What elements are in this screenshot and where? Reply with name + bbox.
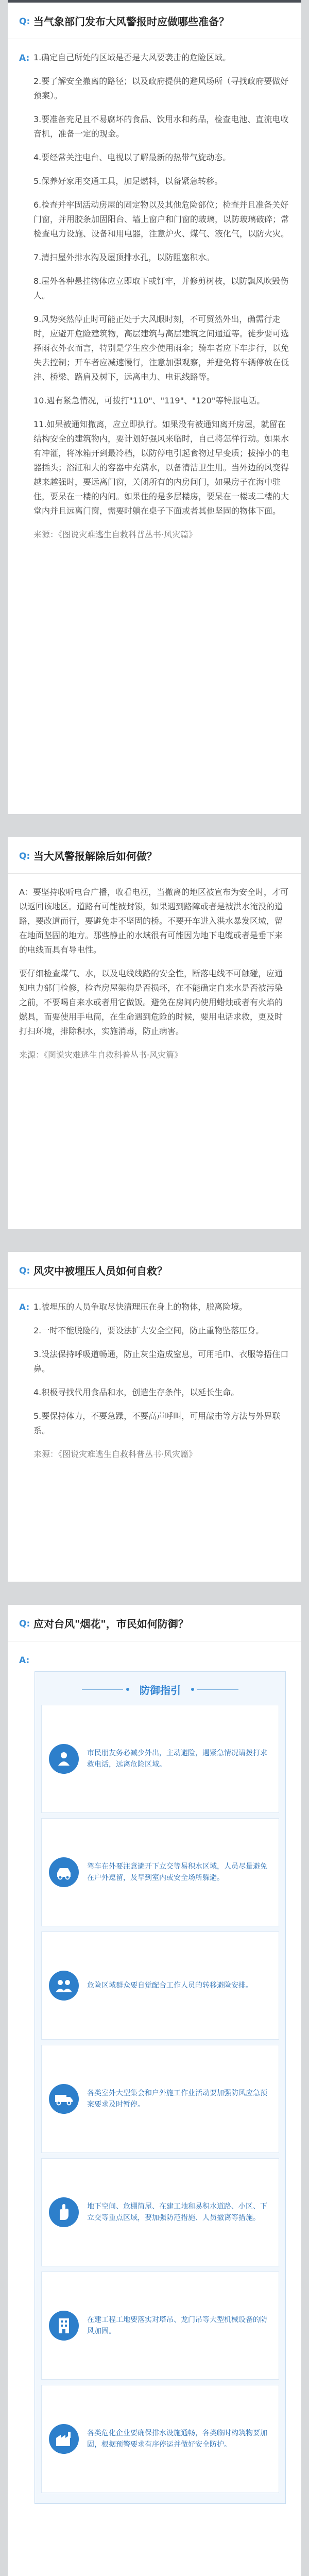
answer-body [8,1289,301,1476]
answer-item: 10.遇有紧急情况，可拨打"110"、"119"、"120"等特服电话。 [33,396,265,405]
question-header [8,1605,301,1641]
person-shield-icon [49,1744,79,1774]
guide-item-text: 驾车在外要注意避开下立交等易积水区域，人员尽量避免在户外逗留，及早到室内或安全场所躲避。 [87,1862,267,1882]
answer-item: 要仔细检查煤气、水，以及电线线路的安全性，断落电线不可触碰，应通知电力部门检修，检查房屋架构是否损坏，在不能确定自来水是否被污染之前，不要喝自来水或者用它做饭。避免在房间内使用蜡烛或者有火焰的燃具，而要使用手电筒，在生命遇到危险的时候，要用电话求救，更及时打扫环境，排除积水，实施消毒，防止病害。 [19,969,283,1036]
a-label: A: [19,1302,30,1313]
guide-item-text: 各类室外大型集会和户外施工作业活动要加强防风应急预案要求及时暂停。 [87,2089,267,2109]
question-title: 风灾中被埋压人员如何自救？ [33,1265,167,1277]
guide-line-left [82,1689,123,1690]
guide-header [41,1678,279,1701]
guide-item [41,1705,279,1813]
defense-guide [35,1671,286,2504]
people-icon [49,1971,79,2001]
qa-card-self-rescue [8,1252,301,1582]
guide-item [41,2158,279,2266]
guide-item-text: 市民朋友务必减少外出，主动避险，遇紧急情况请拨打求救电话，远离危险区域。 [87,1749,267,1769]
answer-item: 1.被埋压的人员争取尽快清理压在身上的物体，脱离险境。 [33,1302,248,1312]
qa-card-warning [8,0,301,814]
building-icon [49,2311,79,2341]
answer-body [8,39,301,556]
guide-line-right [197,1689,238,1690]
question-header [8,1252,301,1289]
guide-item [41,2385,279,2493]
answer-item: 3.要准备充足且不易腐坏的食品、饮用水和药品，检查电池、直流电收音机，准备一定的现金。 [33,114,289,139]
qa-card-after-warning [8,837,301,1229]
q-label: Q: [19,851,30,861]
source-note: 来源：《图说灾难逃生自救科普丛书·风灾篇》 [33,1449,197,1459]
a-label: A: [19,53,30,63]
answer-item: 1.确定自己所处的区域是否是大风要袭击的危险区域。 [33,53,231,62]
guide-item [41,1931,279,2040]
q-label: Q: [19,16,30,27]
q-label: Q: [19,1619,30,1629]
question-title: 当大风警报解除后如何做？ [33,850,157,862]
guide-title: 防御指引 [140,1684,181,1697]
answer-item: 5.要保持体力，不要急躁，不要高声呼叫，可用敲击等方法与外界联系。 [33,1411,281,1435]
source-note: 来源：《图说灾难逃生自救科普丛书·风灾篇》 [19,1050,183,1060]
guide-item-text: 在建工程工地要落实对塔吊、龙门吊等大型机械设备的防风加固。 [87,2316,267,2335]
question-header [8,837,301,874]
answer-body [8,874,301,1077]
question-title: 应对台风"烟花"，市民如何防御？ [33,1618,188,1630]
guide-item [41,2272,279,2380]
answer-item: 2.要了解安全撤离的路径；以及政府提供的避风场所（寻找政府要做好预案）。 [33,76,289,100]
answer-item: 7.清扫屋外排水沟及屋顶排水孔，以防阻塞积水。 [33,252,215,262]
hand-icon [49,2197,79,2227]
answer-item: 3.设法保持呼吸道畅通，防止灰尘造成窒息，可用毛巾、衣服等捂住口鼻。 [33,1349,289,1374]
question-title: 当气象部门发布大风警报时应做哪些准备？ [33,15,229,28]
truck-icon [49,2084,79,2114]
answer-item: 4.要经常关注电台、电视以了解最新的热带气旋动态。 [33,152,231,162]
answer-item: 9.风势突然停止时可能正处于大风眼时刻，不可贸然外出，确需行走时，应避开危险建筑物，高层建筑与高层建筑之间通道等。徒步要可选择雨衣外衣而言，特别是学生应少使用雨伞；骑车者应下车步行，以免失去控制；开车者应减速慢行，注意加强观察，并避免将车辆停放在低洼、桥梁、路肩及树下，远离电力、电讯线路等。 [33,314,289,382]
guide-item-text: 各类危化企业要确保排水设施通畅，各类临时构筑物要加固，根据预警要求有序停运并做好安全防护。 [87,2429,267,2449]
answer-content [33,50,289,551]
guide-item [41,1818,279,1926]
answer-item: 2.一时不能脱险的，要设法扩大安全空间，防止重物坠落压身。 [33,1326,264,1335]
answer-item: 4.积极寻找代用食品和水，创造生存条件，以延长生命。 [33,1387,239,1397]
guide-dot-left [126,1688,129,1691]
guide-item [41,2045,279,2153]
guide-item-text: 地下空间、危棚简屋、在建工地和易积水道路、小区、下立交等重点区域，要加强防范措施、人员撤离等措施。 [87,2202,267,2222]
answer-content [33,1300,289,1471]
factory-icon [49,2424,79,2454]
guide-dot-right [191,1688,194,1691]
answer-body [8,1641,301,1668]
a-label: A: [19,1655,30,1666]
guide-item-text: 危险区域群众要自觉配合工作人员的转移避险安排。 [87,1981,253,1990]
answer-item: 6.检查并牢固活动房屋的固定物以及其他危险部位；检查并且准备关好门窗，并用胶条加固阳台、墙上窗户和门窗的玻璃，以防玻璃破碎；常检查电力设施、设备和用电器，注意炉火、煤气、液化气，以防火灾。 [33,200,289,239]
answer-item: 8.屋外各种悬挂物体应立即取下或钉牢，并修剪树枝，以防飘风吹毁伤人。 [33,276,289,300]
question-header [8,3,301,39]
q-label: Q: [19,1266,30,1276]
answer-item: 11.如果被通知撤离，应立即执行。如果没有被通知离开房屋，就留在结构安全的建筑物内，要计划好强风来临时，自己将怎样行动。如果水有冲灌，将冰箱开到最冷档，以防停电引起食物过早变质；拔掉小的电器插头；浴缸和大的容器中充满水，以备清洁卫生用。当外边的风变得越来越强时，要远离门窗，关闭所有的内房间门，如果房子在海中驻住，要呆在一楼的内间。如果住的是多层楼房，要呆在一楼或二楼的大堂内并且远离门窗，需要时躺在桌子下面或者其他坚固的物体下面。 [33,419,289,516]
answer-item: A：要坚持收听电台广播，收看电视，当撤离的地区被宣布为安全时，才可以返回该地区。道路有可能被封锁，如果遇到路障或者是被洪水淹没的道路，要改道而行，要避免走不坚固的桥。不要开车进入洪水暴发区域，留在地面坚固的地方。那些静止的水域很有可能因为地下电缆或者是垂下来的电线而具有导电性。 [19,887,288,955]
answer-content [19,885,289,1072]
answer-item: 5.保养好家用交通工具，加足燃料，以备紧急转移。 [33,176,223,186]
car-icon [49,1857,79,1887]
qa-card-typhoon-defense [8,1605,301,2576]
source-note: 来源：《图说灾难逃生自救科普丛书·风灾篇》 [33,530,197,539]
